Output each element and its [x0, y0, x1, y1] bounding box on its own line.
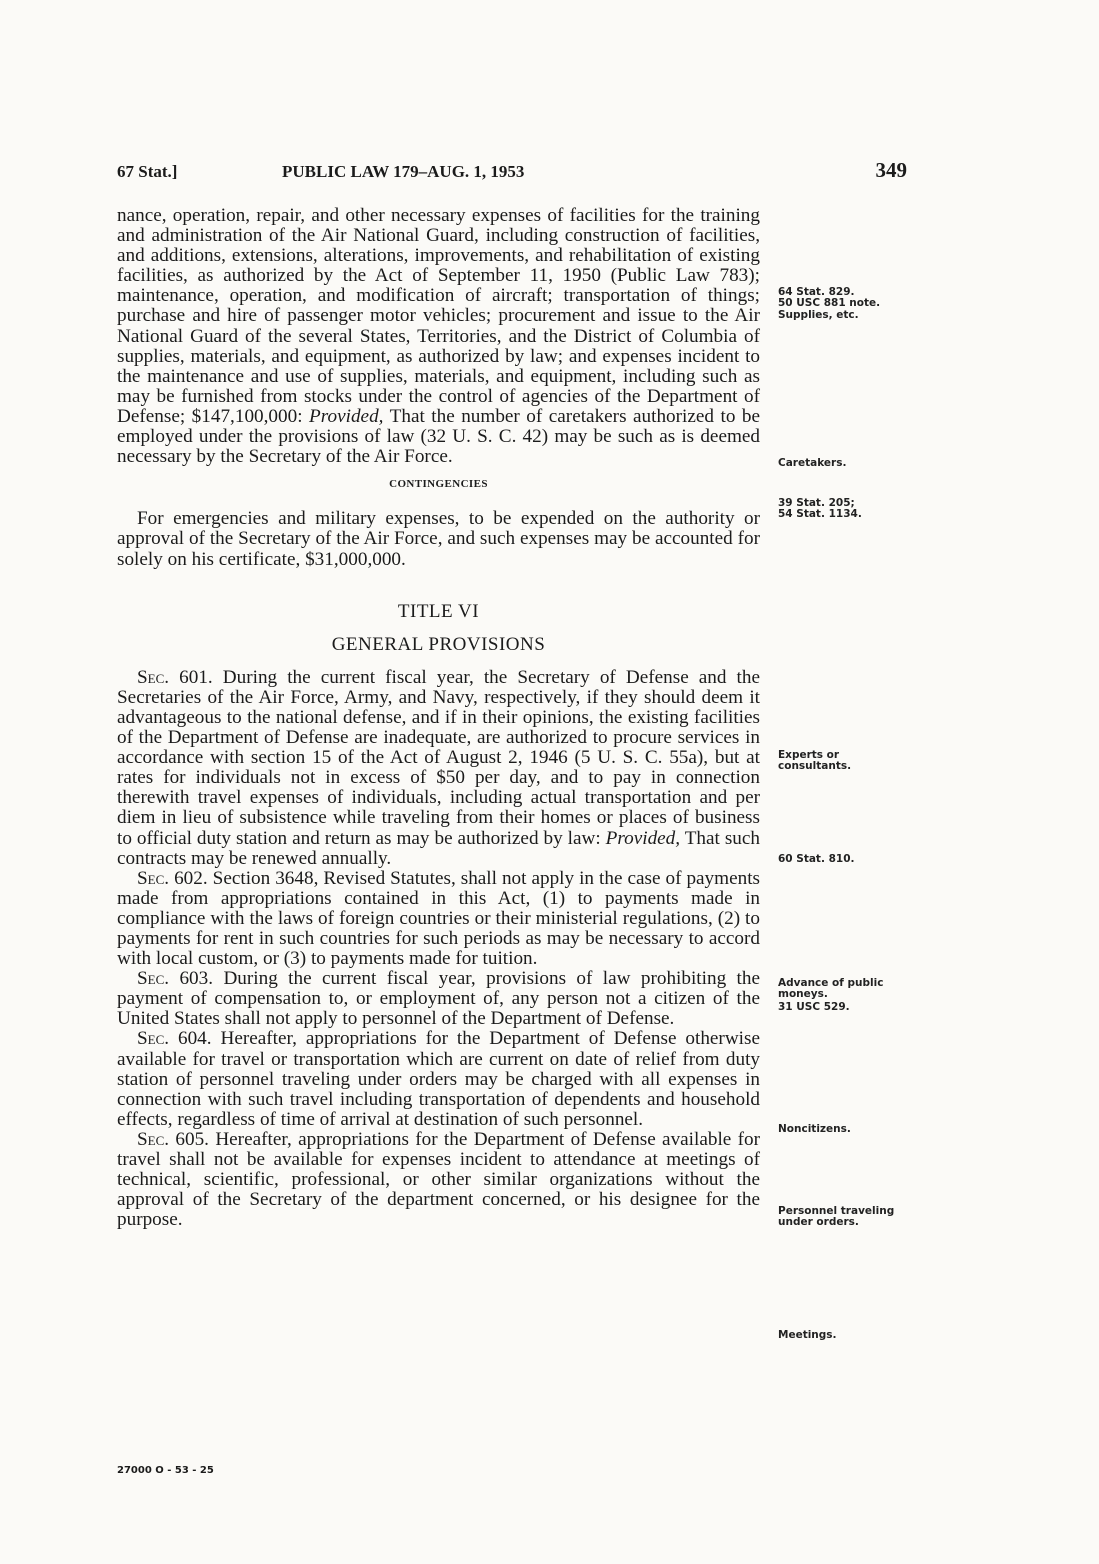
section-label: Sec. 603. — [137, 968, 214, 990]
section-603: Sec. 603. During the current fiscal year, provisions of law prohibiting the payment of compensation to, or employment of, any person not a citizen of the United States shall not apply to personnel of the Department of Defense. — [117, 968, 760, 1030]
section-label: Sec. 604. — [137, 1028, 212, 1050]
section-605: Sec. 605. Hereafter, appropriations for the Department of Defense available for travel shall not be available for expenses incident to attendance at meetings of technical, scientific, professional, or other similar organizations without the approval of the Secretary of the department concerned, or his designee for the purpose. — [117, 1128, 760, 1231]
margin-note-topic: Supplies, etc. — [778, 309, 859, 321]
title-heading: TITLE VI — [397, 600, 480, 622]
page-header — [117, 158, 907, 186]
margin-note-topic: Experts or consultants. — [778, 749, 852, 772]
section-label: Sec. 602. — [137, 867, 208, 889]
running-title: PUBLIC LAW 179–AUG. 1, 1953 — [282, 162, 525, 181]
margin-note-topic: Meetings. — [778, 1329, 837, 1341]
statute-volume: 67 Stat.] — [117, 162, 178, 181]
margin-note-topic: Noncitizens. — [778, 1123, 851, 1135]
section-601: Sec. 601. During the current fiscal year, the Secretary of Defense and the Secretaries of the Air Force, Army, and Navy, respectively, if they should deem it advantageous to the national defense, and if in their opinions, the existing facilities of the Department of Defense are inadequate, are authorized to procure services in accordance with section 15 of the Act of August 2, 1946 (5 U. S. C. 55a), but at rates for individuals not in excess of $50 per day, and to pay in connection therewith travel expenses of individuals, including actual transportation and per diem in lieu of subsistence while traveling from their homes or places of business to official duty station and return as may be authorized by law: Provided, That such contracts may be renewed annually. — [117, 666, 760, 869]
section-602: Sec. 602. Section 3648, Revised Statutes, shall not apply in the case of payments made from appropriations contained in this Act, (1) to payments made in compliance with the laws of foreign countries or their ministerial regulations, (2) to payments for rent in such countries for such periods as may be necessary to accord with local custom, or (3) to payments made for tuition. — [117, 867, 760, 970]
margin-note-citation: 60 Stat. 810. — [778, 853, 855, 865]
margin-note-topic: Advance of public moneys. — [778, 977, 884, 1000]
paragraph-air-national-guard: nance, operation, repair, and other necessary expenses of facilities for the training and administration of the Air National Guard, including construction of facilities, and additions, extensions, alterations, improvements, and rehabilitation of existing facilities, as authorized by the Act of September 11, 1950 (Public Law 783); maintenance, operation, and modification of aircraft; transportation of things; purchase and hire of passenger motor vehicles; procurement and issue to the Air National Guard of the several States, Territories, and the District of Columbia of supplies, materials, and equipment, as authorized by law; and expenses incident to the maintenance and use of supplies, materials, and equipment, including such as may be furnished from stocks under the control of agencies of the Department of Defense; $147,100,000: Provided, That the number of caretakers authorized to be employed under the provisions of law (32 U. S. C. 42) may be such as is deemed necessary by the Secretary of the Air Force. — [117, 205, 761, 468]
margin-note-topic: Personnel traveling under orders. — [778, 1205, 895, 1228]
section-604: Sec. 604. Hereafter, appropriations for the Department of Defense otherwise available for travel or transportation which are current on date of relief from duty station of personnel traveling under orders may be charged with all expenses in connection with such travel including transportation of dependents and household effects, regardless of time of arrival at destination of such personnel. — [117, 1028, 760, 1130]
print-code-footer: 27000 O - 53 - 25 — [117, 1465, 214, 1476]
margin-note-citation: 31 USC 529. — [778, 1001, 850, 1013]
section-label: Sec. 601. — [137, 666, 213, 688]
margin-note-topic: Caretakers. — [778, 457, 847, 469]
section-label: Sec. 605. — [137, 1128, 209, 1150]
margin-note-citation: 39 Stat. 205; — [778, 497, 855, 509]
contingencies-heading: CONTINGENCIES — [389, 478, 488, 491]
body-text — [117, 206, 760, 1230]
margin-note-citation: 50 USC 881 note. — [778, 297, 881, 309]
margin-note-citation: 54 Stat. 1134. — [778, 508, 862, 520]
margin-note-citation: 64 Stat. 829. — [778, 286, 855, 298]
page-number: 349 — [875, 158, 907, 182]
title-subheading: GENERAL PROVISIONS — [331, 633, 546, 655]
contingencies-paragraph: For emergencies and military expenses, to be expended on the authority or approval of the Secretary of the Air Force, and such expenses may be accounted for solely on his certificate, $31,000,000. — [117, 508, 760, 570]
